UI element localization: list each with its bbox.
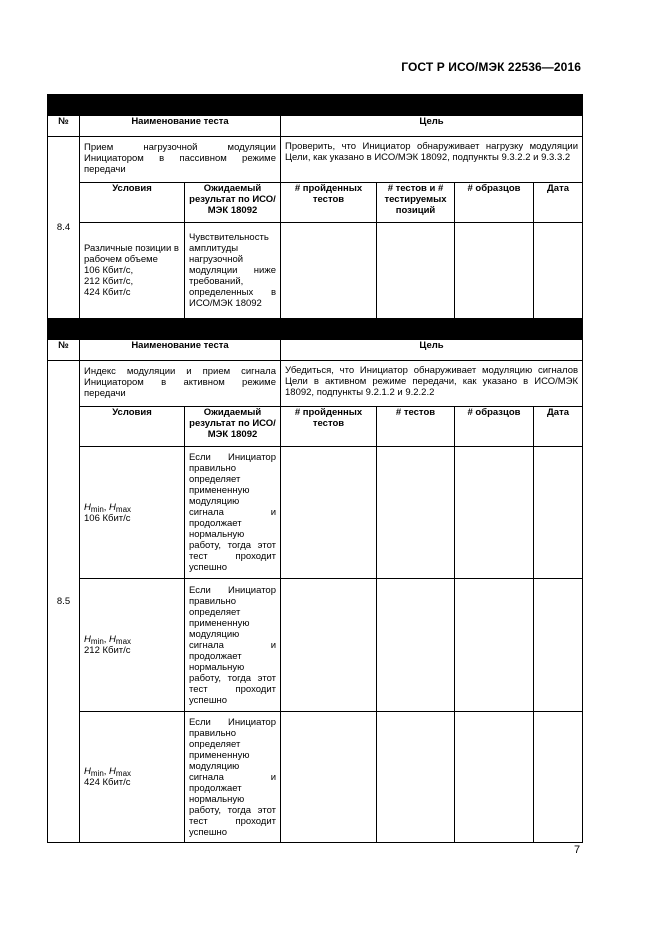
date-header: Дата bbox=[534, 407, 583, 447]
table-header-row bbox=[48, 116, 583, 137]
passed-cell bbox=[281, 712, 377, 843]
conditions-cell bbox=[80, 579, 185, 712]
expected-cell: Чувствительность амплитуды нагрузочной модуляции ниже требований, определенных в ИСО/МЭК 18092 bbox=[185, 223, 281, 319]
samples-header: # образцов bbox=[455, 407, 534, 447]
passed-header: # пройденных тестов bbox=[281, 183, 377, 223]
subheader-row bbox=[48, 183, 583, 223]
condition-line: 212 Кбит/с, bbox=[84, 276, 134, 287]
passed-header: # пройденных тестов bbox=[281, 407, 377, 447]
test-name: Индекс модуляции и прием сигнала Инициатором в активном режиме передачи bbox=[80, 361, 281, 407]
conditions-cell bbox=[80, 447, 185, 579]
bit-rate: 106 Кбит/с bbox=[84, 512, 131, 524]
max-subscript: max bbox=[115, 637, 132, 646]
test-row bbox=[48, 137, 583, 183]
h-symbol: H bbox=[109, 766, 116, 777]
separator: , bbox=[103, 766, 110, 777]
num-header: № bbox=[48, 116, 80, 137]
passed-cell bbox=[281, 447, 377, 579]
date-cell bbox=[534, 223, 583, 319]
min-subscript: min bbox=[90, 637, 104, 646]
test-table bbox=[47, 94, 583, 843]
h-range bbox=[84, 634, 180, 645]
h-symbol: H bbox=[84, 634, 91, 645]
date-header: Дата bbox=[534, 183, 583, 223]
h-symbol: H bbox=[84, 766, 91, 777]
goal-header: Цель bbox=[281, 116, 583, 137]
table-header-row bbox=[48, 340, 583, 361]
expected-cell: Если Инициатор правильно определяет примененную модуляцию сигнала и продолжает нормальную работу, тогда этот тест проходит успешно bbox=[185, 447, 281, 579]
test-name: Прием нагрузочной модуляции Инициатором в пассивном режиме передачи bbox=[80, 137, 281, 183]
conditions-header: Условия bbox=[80, 183, 185, 223]
date-cell bbox=[534, 712, 583, 843]
passed-cell bbox=[281, 579, 377, 712]
date-cell bbox=[534, 447, 583, 579]
date-cell bbox=[534, 579, 583, 712]
tests-cell bbox=[377, 579, 455, 712]
tests-cell bbox=[377, 447, 455, 579]
conditions-cell bbox=[80, 712, 185, 843]
max-subscript: max bbox=[115, 504, 132, 514]
table-row bbox=[48, 447, 583, 579]
test-number: 8.4 bbox=[48, 137, 80, 319]
expected-header: Ожидаемый результат по ИСО/МЭК 18092 bbox=[185, 407, 281, 447]
h-range bbox=[84, 502, 180, 513]
min-subscript: min bbox=[90, 769, 104, 778]
conditions-cell bbox=[80, 223, 185, 319]
passed-cell bbox=[281, 223, 377, 319]
max-subscript: max bbox=[115, 769, 132, 778]
condition-line: Различные позиции в рабочем объеме bbox=[84, 243, 179, 265]
test-name-header: Наименование теста bbox=[80, 116, 281, 137]
test-goal: Проверить, что Инициатор обнаруживает нагрузку модуляции Цели, как указано в ИСО/МЭК 18092, подпункты 9.3.2.2 и 9.3.3.2 bbox=[281, 137, 583, 183]
table-row bbox=[48, 223, 583, 319]
num-header: № bbox=[48, 340, 80, 361]
test-goal: Убедиться, что Инициатор обнаруживает модуляцию сигналов Цели в активном режиме передачи, как указано в ИСО/МЭК 18092, подпункты 9.2.1.2 и 9.2.2.2 bbox=[281, 361, 583, 407]
condition-line: 424 Кбит/с bbox=[84, 287, 131, 298]
h-range bbox=[84, 766, 180, 777]
section-band bbox=[48, 95, 583, 116]
bit-rate: 212 Кбит/с bbox=[84, 645, 131, 656]
test-name-header: Наименование теста bbox=[80, 340, 281, 361]
expected-cell: Если Инициатор правильно определяет примененную модуляцию сигнала и продолжает нормальную работу, тогда этот тест проходит успешно bbox=[185, 712, 281, 843]
samples-cell bbox=[455, 223, 534, 319]
section-band bbox=[48, 319, 583, 340]
bit-rate: 424 Кбит/с bbox=[84, 777, 131, 788]
standard-header: ГОСТ Р ИСО/МЭК 22536—2016 bbox=[401, 60, 581, 74]
h-symbol: H bbox=[84, 501, 91, 513]
separator: , bbox=[103, 634, 110, 645]
page-number: 7 bbox=[574, 844, 581, 856]
tests-positions-header: # тестов и # тестируемых позиций bbox=[377, 183, 455, 223]
tests-cell bbox=[377, 223, 455, 319]
samples-cell bbox=[455, 447, 534, 579]
min-subscript: min bbox=[90, 504, 104, 514]
expected-header: Ожидаемый результат по ИСО/МЭК 18092 bbox=[185, 183, 281, 223]
test-row bbox=[48, 361, 583, 407]
conditions-header: Условия bbox=[80, 407, 185, 447]
table-row bbox=[48, 712, 583, 843]
samples-cell bbox=[455, 579, 534, 712]
condition-line: 106 Кбит/с, bbox=[84, 265, 134, 276]
test-number: 8.5 bbox=[48, 361, 80, 843]
goal-header: Цель bbox=[281, 340, 583, 361]
tests-cell bbox=[377, 712, 455, 843]
samples-cell bbox=[455, 712, 534, 843]
table-row bbox=[48, 579, 583, 712]
tests-header: # тестов bbox=[377, 407, 455, 447]
separator: , bbox=[103, 501, 110, 513]
samples-header: # образцов bbox=[455, 183, 534, 223]
h-symbol: H bbox=[109, 634, 116, 645]
subheader-row bbox=[48, 407, 583, 447]
h-symbol: H bbox=[109, 501, 116, 513]
expected-cell: Если Инициатор правильно определяет примененную модуляцию сигнала и продолжает нормальную работу, тогда этот тест проходит успешно bbox=[185, 579, 281, 712]
